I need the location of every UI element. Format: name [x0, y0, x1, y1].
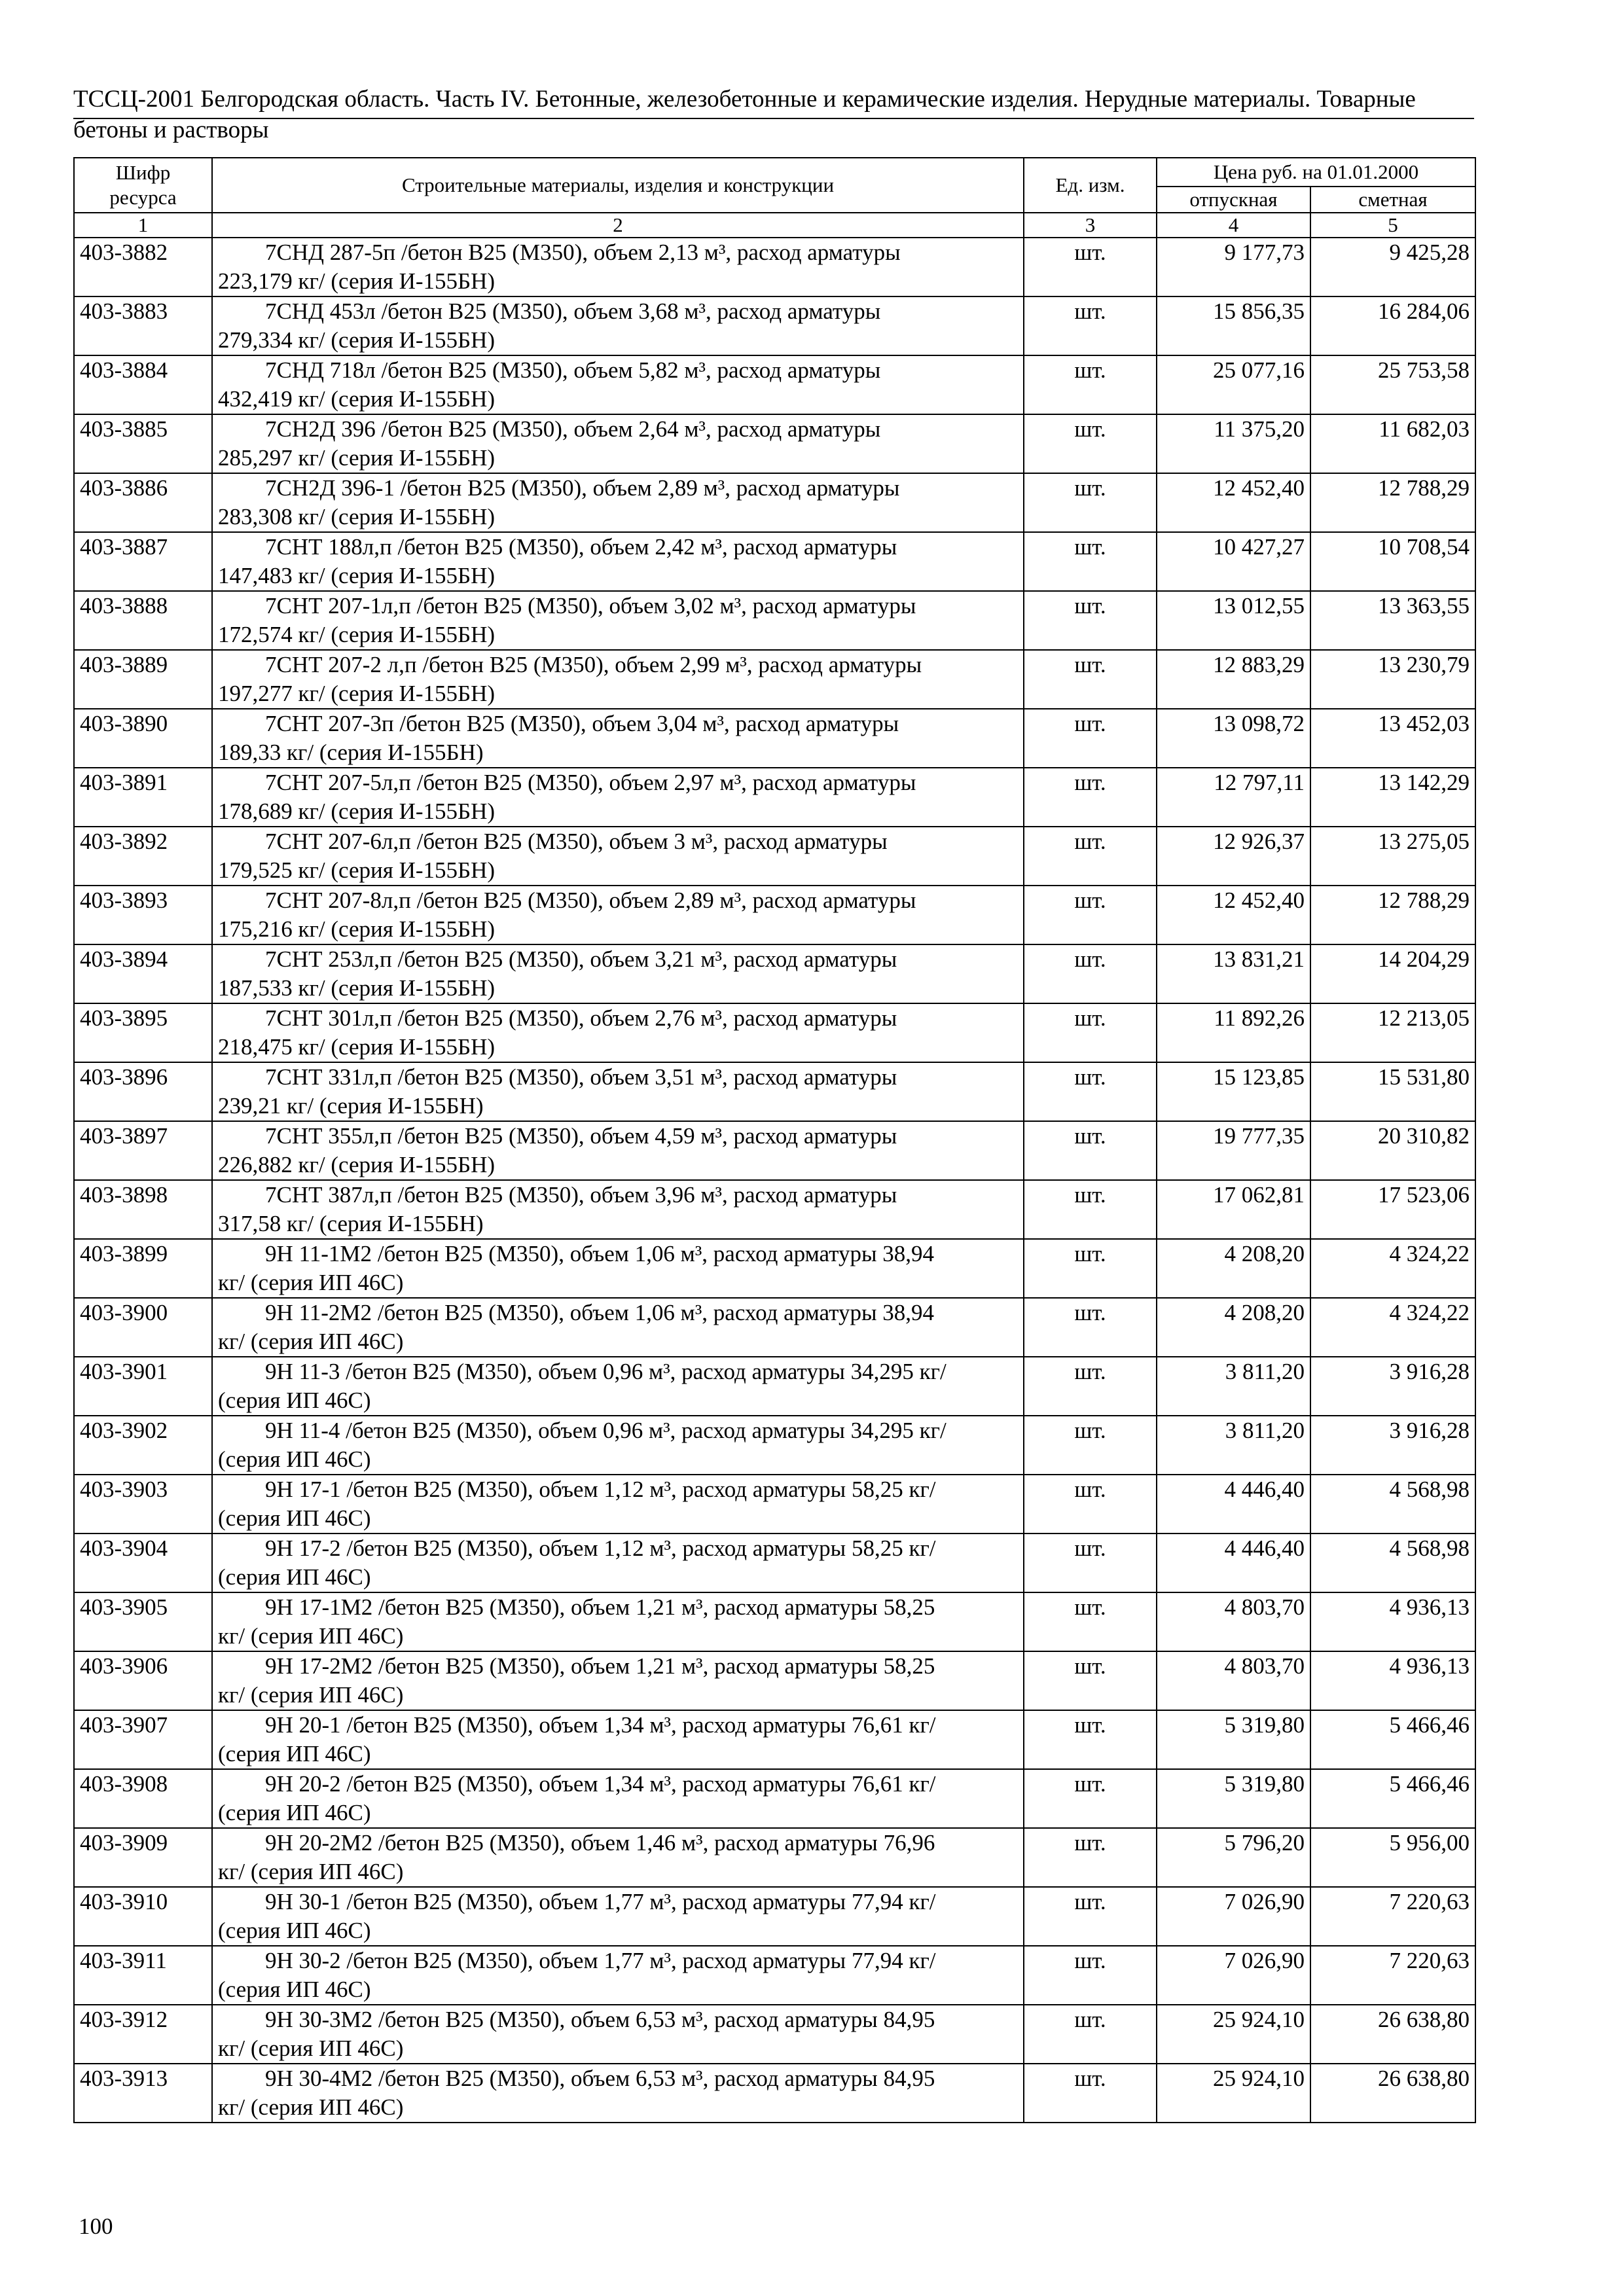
description-line: 9Н 17-2М2 /бетон В25 (М350), объем 1,21 м³, расход арматуры 58,25 [265, 1653, 935, 1679]
table-row [74, 2005, 1475, 2064]
resource-code: 403-3901 [74, 1357, 212, 1416]
resource-code: 403-3889 [74, 650, 212, 709]
item-description [212, 1592, 1024, 1651]
item-description [212, 1946, 1024, 2005]
table-row [74, 1946, 1475, 2005]
item-description [212, 1357, 1024, 1416]
table-row [74, 1534, 1475, 1592]
unit-of-measure: шт. [1024, 2005, 1157, 2064]
estimate-price: 13 363,55 [1310, 591, 1475, 650]
description-line: 7СНТ 207-2 л,п /бетон В25 (М350), объем 2,99 м³, расход арматуры [265, 652, 922, 677]
description-continuation: 432,419 кг/ (серия И-155БН) [218, 386, 496, 412]
estimate-price: 4 568,98 [1310, 1534, 1475, 1592]
description-continuation: 175,216 кг/ (серия И-155БН) [218, 916, 496, 942]
column-number-row [74, 213, 1475, 238]
item-description [212, 591, 1024, 650]
description-continuation: (серия ИП 46С) [218, 1918, 371, 1943]
release-price: 5 319,80 [1157, 1710, 1310, 1769]
description-line: 9Н 17-1 /бетон В25 (М350), объем 1,12 м³, расход арматуры 58,25 кг/ [265, 1477, 936, 1502]
description-line: 9Н 17-2 /бетон В25 (М350), объем 1,12 м³, расход арматуры 58,25 кг/ [265, 1535, 936, 1561]
item-description [212, 1239, 1024, 1298]
resource-code: 403-3892 [74, 827, 212, 886]
unit-of-measure: шт. [1024, 1239, 1157, 1298]
estimate-price: 12 788,29 [1310, 473, 1475, 532]
item-description [212, 1180, 1024, 1239]
description-line: 9Н 20-2 /бетон В25 (М350), объем 1,34 м³, расход арматуры 76,61 кг/ [265, 1771, 936, 1797]
table-row [74, 473, 1475, 532]
resource-code: 403-3906 [74, 1651, 212, 1710]
resource-code: 403-3910 [74, 1887, 212, 1946]
table-row [74, 1062, 1475, 1121]
description-continuation: кг/ (серия ИП 46С) [218, 1270, 404, 1295]
item-description [212, 238, 1024, 296]
description-line: 9Н 30-3М2 /бетон В25 (М350), объем 6,53 м³, расход арматуры 84,95 [265, 2007, 935, 2032]
description-line: 9Н 17-1М2 /бетон В25 (М350), объем 1,21 м³, расход арматуры 58,25 [265, 1594, 935, 1620]
item-description [212, 1062, 1024, 1121]
table-row [74, 532, 1475, 591]
release-price: 13 012,55 [1157, 591, 1310, 650]
table-row [74, 944, 1475, 1003]
resource-code: 403-3905 [74, 1592, 212, 1651]
unit-of-measure: шт. [1024, 1651, 1157, 1710]
item-description [212, 2064, 1024, 2123]
item-description [212, 1416, 1024, 1475]
description-continuation: 197,277 кг/ (серия И-155БН) [218, 681, 496, 706]
header-estimate-price: сметная [1310, 187, 1475, 213]
unit-of-measure: шт. [1024, 709, 1157, 768]
estimate-price: 13 452,03 [1310, 709, 1475, 768]
description-continuation: (серия ИП 46С) [218, 1800, 371, 1825]
estimate-price: 15 531,80 [1310, 1062, 1475, 1121]
description-line: 7СНТ 207-3п /бетон В25 (М350), объем 3,04 м³, расход арматуры [265, 711, 899, 736]
release-price: 4 208,20 [1157, 1239, 1310, 1298]
resource-code: 403-3897 [74, 1121, 212, 1180]
item-description [212, 1710, 1024, 1769]
description-line: 7СНТ 331л,п /бетон В25 (М350), объем 3,51 м³, расход арматуры [265, 1064, 897, 1090]
release-price: 12 926,37 [1157, 827, 1310, 886]
estimate-price: 5 956,00 [1310, 1828, 1475, 1887]
resource-code: 403-3883 [74, 296, 212, 355]
estimate-price: 12 213,05 [1310, 1003, 1475, 1062]
release-price: 5 319,80 [1157, 1769, 1310, 1828]
description-continuation: 189,33 кг/ (серия И-155БН) [218, 740, 484, 765]
release-price: 13 098,72 [1157, 709, 1310, 768]
release-price: 17 062,81 [1157, 1180, 1310, 1239]
description-continuation: кг/ (серия ИП 46С) [218, 1859, 404, 1884]
description-line: 7СНТ 301л,п /бетон В25 (М350), объем 2,76 м³, расход арматуры [265, 1005, 897, 1031]
resource-code: 403-3882 [74, 238, 212, 296]
resource-code: 403-3912 [74, 2005, 212, 2064]
estimate-price: 10 708,54 [1310, 532, 1475, 591]
estimate-price: 4 324,22 [1310, 1298, 1475, 1357]
release-price: 19 777,35 [1157, 1121, 1310, 1180]
unit-of-measure: шт. [1024, 944, 1157, 1003]
description-continuation: (серия ИП 46С) [218, 1446, 371, 1472]
resource-code: 403-3902 [74, 1416, 212, 1475]
estimate-price: 11 682,03 [1310, 414, 1475, 473]
document-header-title: ТССЦ-2001 Белгородская область. Часть IV. Бетонные, железобетонные и керамические изделия. Нерудные материалы. Товарные бетоны и растворы [73, 86, 1416, 143]
release-price: 12 883,29 [1157, 650, 1310, 709]
resource-code: 403-3896 [74, 1062, 212, 1121]
release-price: 4 446,40 [1157, 1534, 1310, 1592]
estimate-price: 3 916,28 [1310, 1416, 1475, 1475]
column-number: 3 [1024, 213, 1157, 238]
estimate-price: 4 568,98 [1310, 1475, 1475, 1534]
description-line: 9Н 11-3 /бетон В25 (М350), объем 0,96 м³, расход арматуры 34,295 кг/ [265, 1359, 947, 1384]
item-description [212, 886, 1024, 944]
unit-of-measure: шт. [1024, 355, 1157, 414]
column-number: 5 [1310, 213, 1475, 238]
table-row [74, 238, 1475, 296]
table-row [74, 827, 1475, 886]
item-description [212, 1828, 1024, 1887]
column-number: 2 [212, 213, 1024, 238]
estimate-price: 7 220,63 [1310, 1946, 1475, 2005]
release-price: 4 803,70 [1157, 1592, 1310, 1651]
unit-of-measure: шт. [1024, 650, 1157, 709]
release-price: 4 803,70 [1157, 1651, 1310, 1710]
resource-code: 403-3891 [74, 768, 212, 827]
resource-code: 403-3903 [74, 1475, 212, 1534]
unit-of-measure: шт. [1024, 532, 1157, 591]
description-continuation: 317,58 кг/ (серия И-155БН) [218, 1211, 484, 1236]
description-line: 7СНТ 355л,п /бетон В25 (М350), объем 4,59 м³, расход арматуры [265, 1123, 897, 1149]
description-continuation: (серия ИП 46С) [218, 1564, 371, 1590]
column-number: 1 [74, 213, 212, 238]
description-line: 7СНД 287-5п /бетон В25 (М350), объем 2,13 м³, расход арматуры [265, 240, 901, 265]
table-row [74, 1887, 1475, 1946]
description-line: 7СН2Д 396-1 /бетон В25 (М350), объем 2,89 м³, расход арматуры [265, 475, 900, 501]
description-continuation: 239,21 кг/ (серия И-155БН) [218, 1093, 484, 1119]
description-line: 9Н 30-2 /бетон В25 (М350), объем 1,77 м³, расход арматуры 77,94 кг/ [265, 1948, 936, 1973]
table-row [74, 1180, 1475, 1239]
table-row [74, 1121, 1475, 1180]
description-line: 9Н 11-1М2 /бетон В25 (М350), объем 1,06 м³, расход арматуры 38,94 [265, 1241, 935, 1266]
description-continuation: 285,297 кг/ (серия И-155БН) [218, 445, 496, 471]
unit-of-measure: шт. [1024, 591, 1157, 650]
description-continuation: 179,525 кг/ (серия И-155БН) [218, 857, 496, 883]
release-price: 5 796,20 [1157, 1828, 1310, 1887]
unit-of-measure: шт. [1024, 1828, 1157, 1887]
resource-code: 403-3895 [74, 1003, 212, 1062]
release-price: 4 446,40 [1157, 1475, 1310, 1534]
unit-of-measure: шт. [1024, 886, 1157, 944]
resource-code: 403-3888 [74, 591, 212, 650]
unit-of-measure: шт. [1024, 1592, 1157, 1651]
item-description [212, 1651, 1024, 1710]
release-price: 11 892,26 [1157, 1003, 1310, 1062]
description-line: 7СНТ 207-1л,п /бетон В25 (М350), объем 3,02 м³, расход арматуры [265, 593, 916, 619]
table-row [74, 709, 1475, 768]
release-price: 3 811,20 [1157, 1357, 1310, 1416]
estimate-price: 13 142,29 [1310, 768, 1475, 827]
table-row [74, 1298, 1475, 1357]
unit-of-measure: шт. [1024, 1298, 1157, 1357]
description-line: 7СНТ 253л,п /бетон В25 (М350), объем 3,21 м³, расход арматуры [265, 946, 897, 972]
table-row [74, 1475, 1475, 1534]
item-description [212, 473, 1024, 532]
item-description [212, 650, 1024, 709]
release-price: 12 452,40 [1157, 473, 1310, 532]
release-price: 25 924,10 [1157, 2064, 1310, 2123]
description-continuation: 223,179 кг/ (серия И-155БН) [218, 268, 496, 294]
item-description [212, 1121, 1024, 1180]
table-row [74, 1357, 1475, 1416]
item-description [212, 768, 1024, 827]
resource-code: 403-3904 [74, 1534, 212, 1592]
description-continuation: (серия ИП 46С) [218, 1741, 371, 1767]
resource-code: 403-3894 [74, 944, 212, 1003]
estimate-price: 25 753,58 [1310, 355, 1475, 414]
estimate-price: 4 936,13 [1310, 1592, 1475, 1651]
description-continuation: (серия ИП 46С) [218, 1505, 371, 1531]
item-description [212, 1534, 1024, 1592]
table-row [74, 1003, 1475, 1062]
item-description [212, 709, 1024, 768]
table-row [74, 1592, 1475, 1651]
resource-code: 403-3911 [74, 1946, 212, 2005]
column-number: 4 [1157, 213, 1310, 238]
estimate-price: 16 284,06 [1310, 296, 1475, 355]
table-row [74, 768, 1475, 827]
release-price: 11 375,20 [1157, 414, 1310, 473]
estimate-price: 5 466,46 [1310, 1769, 1475, 1828]
header-name: Строительные материалы, изделия и конструкции [212, 158, 1024, 213]
estimate-price: 4 936,13 [1310, 1651, 1475, 1710]
description-line: 7СНТ 188л,п /бетон В25 (М350), объем 2,42 м³, расход арматуры [265, 534, 897, 560]
release-price: 10 427,27 [1157, 532, 1310, 591]
item-description [212, 1887, 1024, 1946]
estimate-price: 26 638,80 [1310, 2005, 1475, 2064]
description-continuation: кг/ (серия ИП 46С) [218, 1623, 404, 1649]
estimate-price: 9 425,28 [1310, 238, 1475, 296]
unit-of-measure: шт. [1024, 473, 1157, 532]
resource-code: 403-3909 [74, 1828, 212, 1887]
description-continuation: 283,308 кг/ (серия И-155БН) [218, 504, 496, 529]
unit-of-measure: шт. [1024, 1534, 1157, 1592]
table-row [74, 2064, 1475, 2123]
table-row [74, 355, 1475, 414]
table-row [74, 1710, 1475, 1769]
description-line: 9Н 11-4 /бетон В25 (М350), объем 0,96 м³, расход арматуры 34,295 кг/ [265, 1418, 947, 1443]
resource-code: 403-3887 [74, 532, 212, 591]
description-continuation: кг/ (серия ИП 46С) [218, 1682, 404, 1708]
resource-code: 403-3890 [74, 709, 212, 768]
resource-code: 403-3885 [74, 414, 212, 473]
table-row [74, 296, 1475, 355]
unit-of-measure: шт. [1024, 1357, 1157, 1416]
release-price: 25 924,10 [1157, 2005, 1310, 2064]
estimate-price: 17 523,06 [1310, 1180, 1475, 1239]
unit-of-measure: шт. [1024, 296, 1157, 355]
estimate-price: 13 275,05 [1310, 827, 1475, 886]
estimate-price: 4 324,22 [1310, 1239, 1475, 1298]
estimate-price: 7 220,63 [1310, 1887, 1475, 1946]
item-description [212, 2005, 1024, 2064]
description-continuation: кг/ (серия ИП 46С) [218, 1329, 404, 1354]
header-release-price: отпускная [1157, 187, 1310, 213]
description-continuation: 226,882 кг/ (серия И-155БН) [218, 1152, 496, 1177]
release-price: 15 856,35 [1157, 296, 1310, 355]
release-price: 9 177,73 [1157, 238, 1310, 296]
item-description [212, 532, 1024, 591]
unit-of-measure: шт. [1024, 827, 1157, 886]
unit-of-measure: шт. [1024, 1416, 1157, 1475]
resource-code: 403-3900 [74, 1298, 212, 1357]
resource-code: 403-3913 [74, 2064, 212, 2123]
table-row [74, 591, 1475, 650]
description-continuation: кг/ (серия ИП 46С) [218, 2094, 404, 2120]
description-line: 7СНТ 207-5л,п /бетон В25 (М350), объем 2,97 м³, расход арматуры [265, 770, 916, 795]
description-continuation: 187,533 кг/ (серия И-155БН) [218, 975, 496, 1001]
item-description [212, 296, 1024, 355]
estimate-price: 20 310,82 [1310, 1121, 1475, 1180]
header-price-group: Цена руб. на 01.01.2000 [1157, 158, 1475, 187]
item-description [212, 944, 1024, 1003]
description-line: 9Н 20-2М2 /бетон В25 (М350), объем 1,46 м³, расход арматуры 76,96 [265, 1830, 935, 1856]
release-price: 7 026,90 [1157, 1946, 1310, 2005]
resource-code: 403-3886 [74, 473, 212, 532]
estimate-price: 12 788,29 [1310, 886, 1475, 944]
estimate-price: 3 916,28 [1310, 1357, 1475, 1416]
description-continuation: 279,334 кг/ (серия И-155БН) [218, 327, 496, 353]
description-continuation: 172,574 кг/ (серия И-155БН) [218, 622, 496, 647]
header-divider [73, 118, 1474, 119]
unit-of-measure: шт. [1024, 1062, 1157, 1121]
release-price: 12 452,40 [1157, 886, 1310, 944]
resource-code: 403-3884 [74, 355, 212, 414]
resource-code: 403-3898 [74, 1180, 212, 1239]
table-row [74, 1769, 1475, 1828]
unit-of-measure: шт. [1024, 1769, 1157, 1828]
description-line: 7СН2Д 396 /бетон В25 (М350), объем 2,64 м³, расход арматуры [265, 416, 881, 442]
estimate-price: 26 638,80 [1310, 2064, 1475, 2123]
description-continuation: 218,475 кг/ (серия И-155БН) [218, 1034, 496, 1060]
table-row [74, 1828, 1475, 1887]
description-line: 7СНД 453л /бетон В25 (М350), объем 3,68 м³, расход арматуры [265, 298, 881, 324]
description-line: 9Н 30-4М2 /бетон В25 (М350), объем 6,53 м³, расход арматуры 84,95 [265, 2066, 935, 2091]
release-price: 12 797,11 [1157, 768, 1310, 827]
item-description [212, 414, 1024, 473]
description-line: 7СНТ 207-6л,п /бетон В25 (М350), объем 3 м³, расход арматуры [265, 829, 888, 854]
table-row [74, 650, 1475, 709]
estimate-price: 13 230,79 [1310, 650, 1475, 709]
resource-code: 403-3899 [74, 1239, 212, 1298]
estimate-price: 5 466,46 [1310, 1710, 1475, 1769]
page-number: 100 [79, 2214, 113, 2239]
description-line: 9Н 11-2М2 /бетон В25 (М350), объем 1,06 м³, расход арматуры 38,94 [265, 1300, 935, 1325]
description-continuation: 178,689 кг/ (серия И-155БН) [218, 798, 496, 824]
release-price: 3 811,20 [1157, 1416, 1310, 1475]
table-row [74, 414, 1475, 473]
resource-code: 403-3893 [74, 886, 212, 944]
item-description [212, 1003, 1024, 1062]
unit-of-measure: шт. [1024, 2064, 1157, 2123]
item-description [212, 1475, 1024, 1534]
unit-of-measure: шт. [1024, 1180, 1157, 1239]
unit-of-measure: шт. [1024, 238, 1157, 296]
description-line: 7СНД 718л /бетон В25 (М350), объем 5,82 м³, расход арматуры [265, 357, 881, 383]
release-price: 25 077,16 [1157, 355, 1310, 414]
item-description [212, 355, 1024, 414]
release-price: 13 831,21 [1157, 944, 1310, 1003]
price-table [73, 157, 1476, 2123]
description-line: 7СНТ 207-8л,п /бетон В25 (М350), объем 2,89 м³, расход арматуры [265, 888, 916, 913]
resource-code: 403-3907 [74, 1710, 212, 1769]
unit-of-measure: шт. [1024, 768, 1157, 827]
unit-of-measure: шт. [1024, 1946, 1157, 2005]
description-line: 9Н 20-1 /бетон В25 (М350), объем 1,34 м³, расход арматуры 76,61 кг/ [265, 1712, 936, 1738]
item-description [212, 1298, 1024, 1357]
description-continuation: (серия ИП 46С) [218, 1388, 371, 1413]
estimate-price: 14 204,29 [1310, 944, 1475, 1003]
release-price: 15 123,85 [1157, 1062, 1310, 1121]
description-continuation: кг/ (серия ИП 46С) [218, 2036, 404, 2061]
description-line: 9Н 30-1 /бетон В25 (М350), объем 1,77 м³, расход арматуры 77,94 кг/ [265, 1889, 936, 1914]
item-description [212, 827, 1024, 886]
description-continuation: (серия ИП 46С) [218, 1977, 371, 2002]
unit-of-measure: шт. [1024, 1887, 1157, 1946]
table-row [74, 886, 1475, 944]
unit-of-measure: шт. [1024, 414, 1157, 473]
header-unit: Ед. изм. [1024, 158, 1157, 213]
table-row [74, 1239, 1475, 1298]
table-row [74, 1416, 1475, 1475]
unit-of-measure: шт. [1024, 1710, 1157, 1769]
unit-of-measure: шт. [1024, 1003, 1157, 1062]
release-price: 7 026,90 [1157, 1887, 1310, 1946]
description-line: 7СНТ 387л,п /бетон В25 (М350), объем 3,96 м³, расход арматуры [265, 1182, 897, 1208]
release-price: 4 208,20 [1157, 1298, 1310, 1357]
resource-code: 403-3908 [74, 1769, 212, 1828]
table-row [74, 1651, 1475, 1710]
unit-of-measure: шт. [1024, 1475, 1157, 1534]
header-code: Шифр ресурса [74, 158, 212, 213]
unit-of-measure: шт. [1024, 1121, 1157, 1180]
description-continuation: 147,483 кг/ (серия И-155БН) [218, 563, 496, 588]
item-description [212, 1769, 1024, 1828]
